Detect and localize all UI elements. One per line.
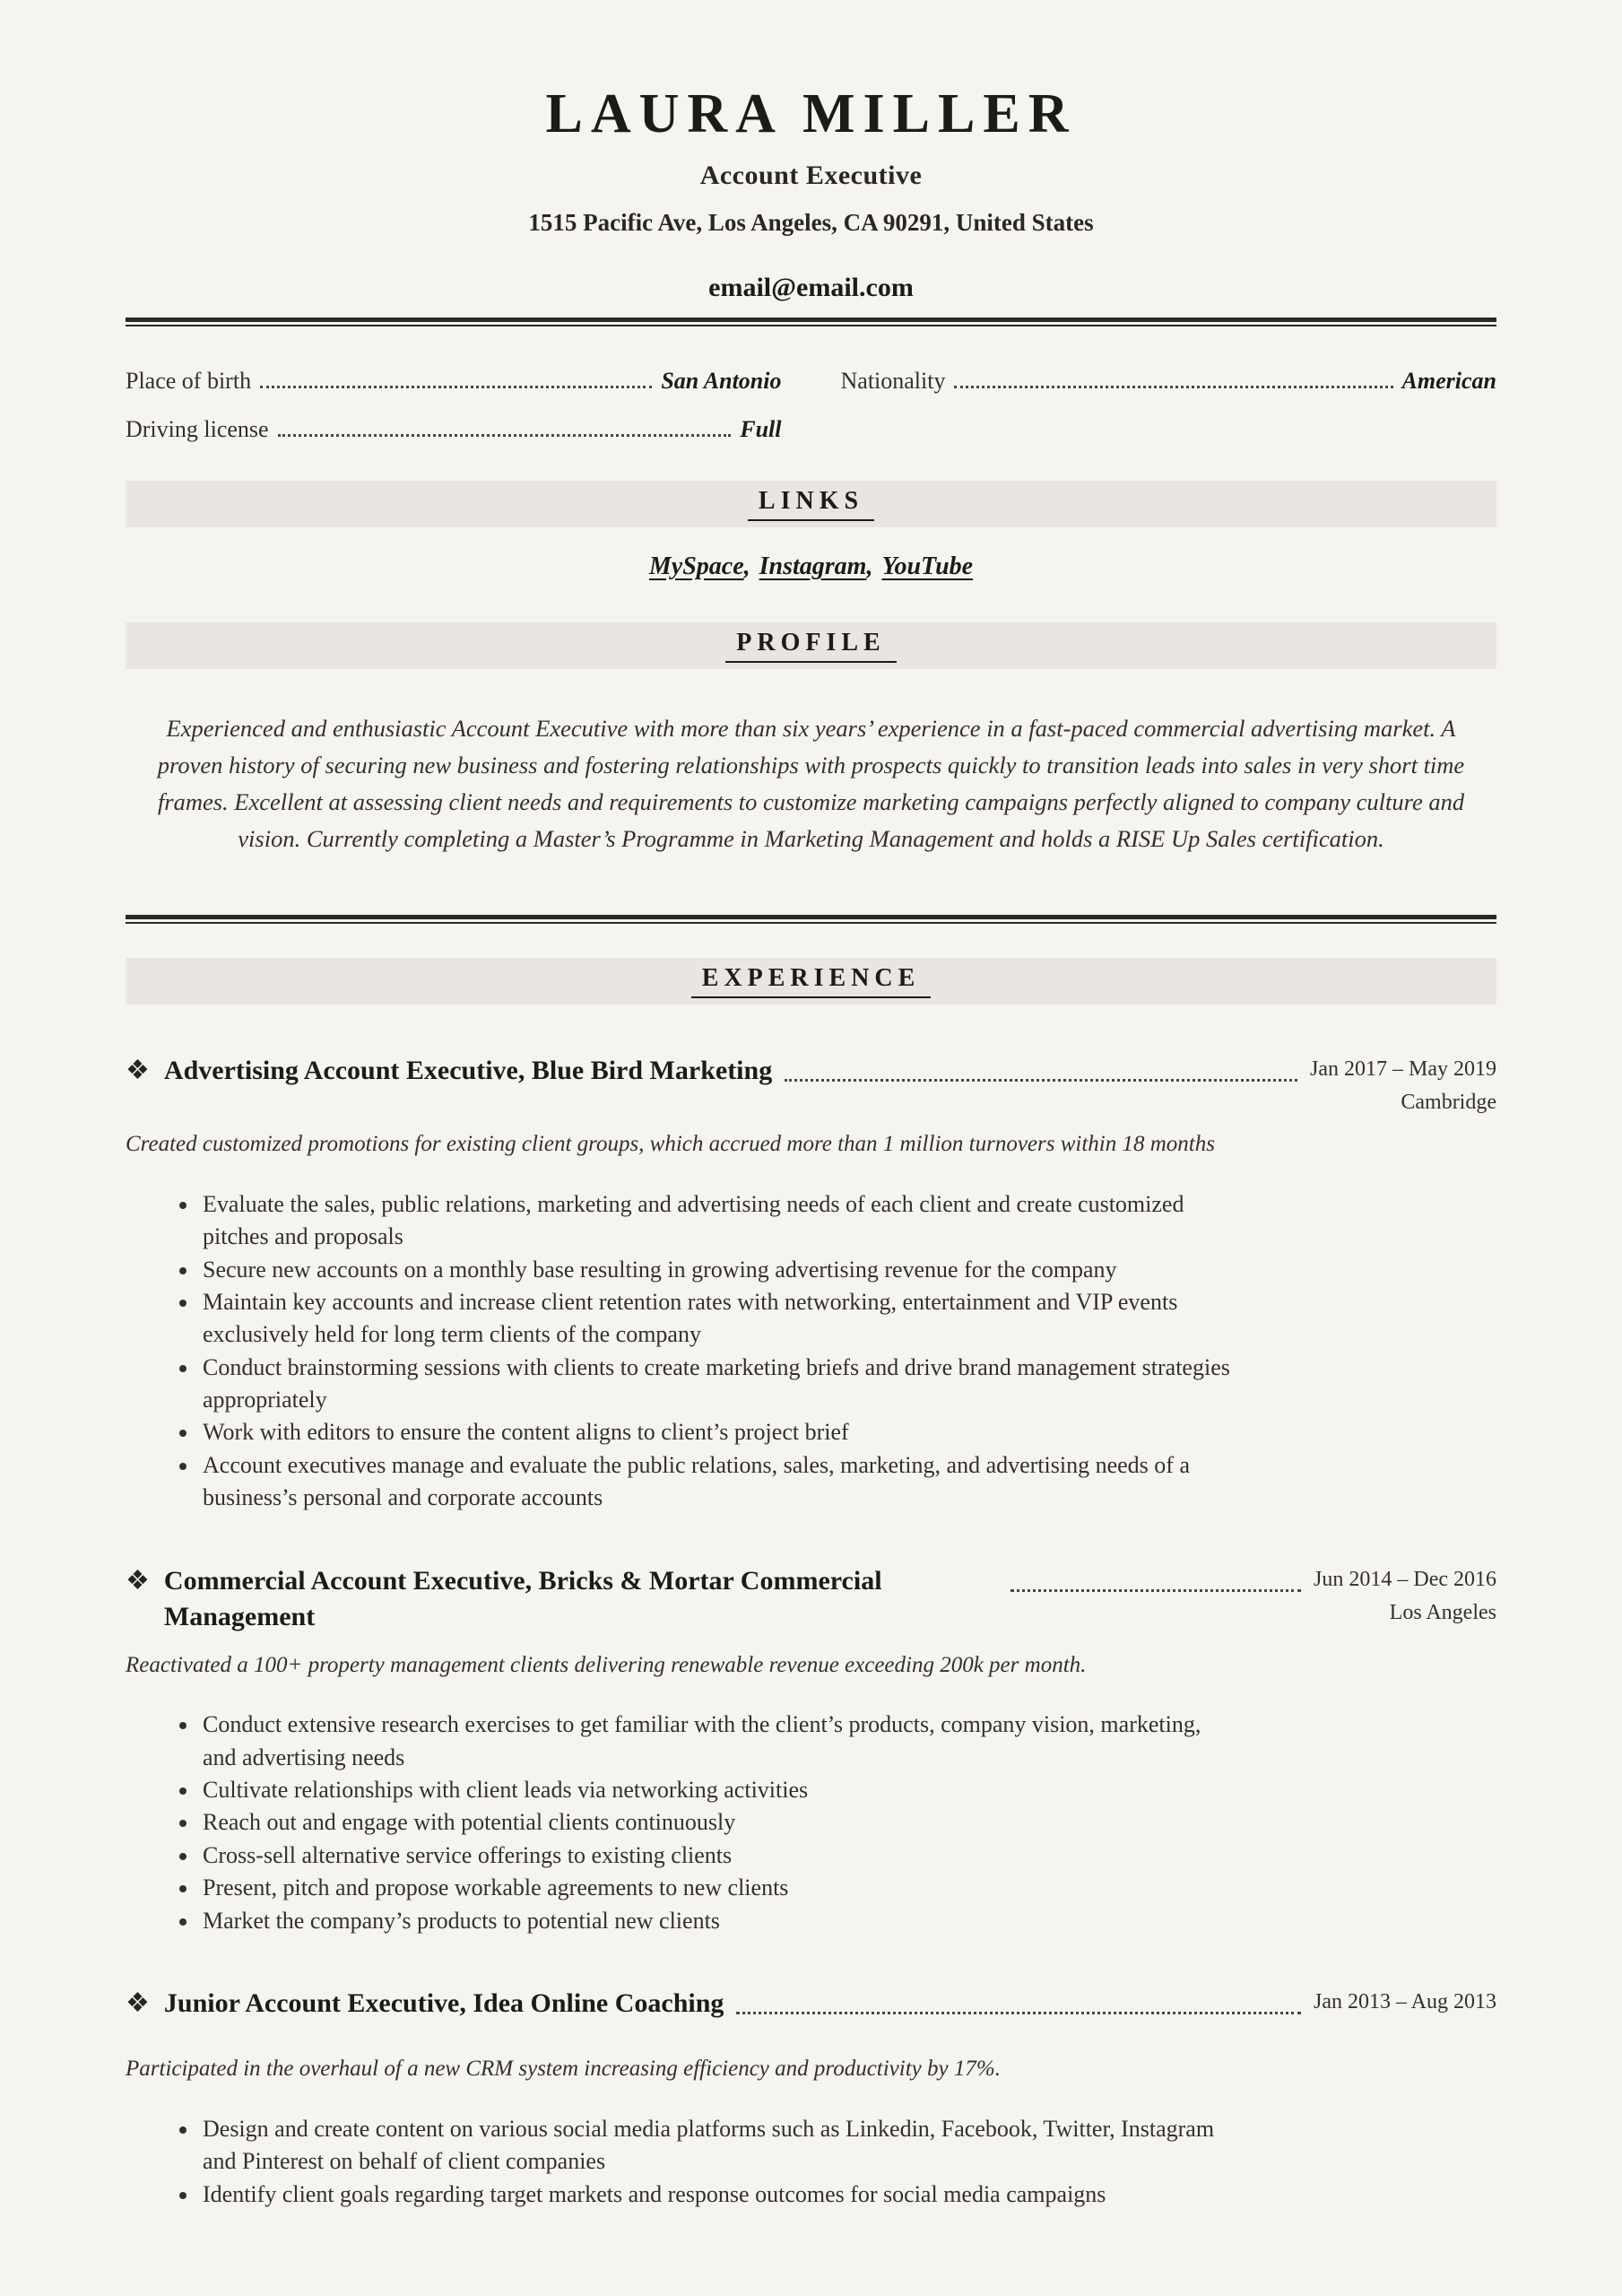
candidate-name: LAURA MILLER	[545, 83, 1077, 144]
job-dates: Jan 2017 – May 2019	[1310, 1057, 1496, 1082]
bullet-item: • Work with editors to ensure the content aligns to client’s project brief	[199, 1416, 1230, 1448]
detail-nationality	[841, 368, 1497, 395]
bullet-item: • Identify client goals regarding target markets and response outcomes for social media campaigns	[199, 2179, 1230, 2211]
detail-place-of-birth	[126, 368, 782, 395]
job-entry	[126, 1563, 1496, 1937]
profile-heading: PROFILE	[725, 629, 896, 663]
dotted-leader	[785, 1053, 1297, 1082]
link-separator: ,	[866, 552, 873, 580]
section-divider	[126, 915, 1496, 924]
job-title: Advertising Account Executive, Blue Bird Marketing	[163, 1056, 773, 1086]
job-bullet-list	[126, 2113, 1496, 2211]
links-banner	[126, 481, 1496, 527]
experience-section	[126, 958, 1496, 2211]
dotted-leader	[736, 1986, 1301, 2014]
candidate-email: email@email.com	[708, 273, 914, 302]
job-title: Junior Account Executive, Idea Online Coaching	[163, 1987, 724, 2018]
resume-header	[126, 83, 1496, 303]
link-separator: ,	[743, 552, 750, 580]
detail-driving-license	[126, 416, 782, 443]
link-youtube[interactable]: YouTube	[881, 552, 974, 580]
job-location: Los Angeles	[1389, 1600, 1496, 1624]
job-when	[1314, 1986, 1496, 2018]
job-summary: Participated in the overhaul of a new CRM system increasing efficiency and productivity by 17%.	[126, 2057, 1001, 2082]
candidate-job-title: Account Executive	[699, 161, 923, 190]
diamond-icon: ❖	[126, 1987, 150, 2018]
job-summary: Reactivated a 100+ property management clients delivering renewable revenue exceeding 200k per month.	[126, 1652, 1087, 1677]
experience-heading: EXPERIENCE	[691, 964, 932, 998]
job-entry	[126, 1986, 1496, 2211]
detail-label: Nationality	[840, 368, 946, 394]
bullet-item: • Conduct extensive research exercises to get familiar with the client’s products, company vision, marketing, and advertising needs	[199, 1709, 1230, 1774]
job-dates: Jun 2014 – Dec 2016	[1314, 1567, 1496, 1591]
bullet-item: • Maintain key accounts and increase client retention rates with networking, entertainment and VIP events exclusively held for long term clients of the company	[199, 1286, 1230, 1352]
bullet-item: • Cross-sell alternative service offerings to existing clients	[199, 1839, 1230, 1872]
header-divider	[126, 317, 1496, 326]
candidate-address: 1515 Pacific Ave, Los Angeles, CA 90291, United States	[528, 209, 1094, 236]
detail-label: Place of birth	[126, 368, 252, 394]
bullet-item: • Market the company’s products to potential new clients	[199, 1905, 1230, 1937]
diamond-icon: ❖	[126, 1056, 150, 1086]
detail-value: American	[1401, 368, 1496, 394]
bullet-item: • Evaluate the sales, public relations, marketing and advertising needs of each client and create customized pitches and proposals	[199, 1188, 1230, 1254]
bullet-item: • Reach out and engage with potential clients continuously	[199, 1806, 1230, 1839]
dotted-leader	[954, 386, 1392, 388]
diamond-icon: ❖	[126, 1565, 150, 1596]
link-instagram[interactable]: Instagram	[759, 552, 867, 580]
job-summary: Created customized promotions for existing client groups, which accrued more than 1 million turnovers within 18 months	[126, 1132, 1215, 1157]
job-location: Cambridge	[1401, 1091, 1496, 1115]
detail-value: Full	[740, 416, 782, 442]
detail-label: Driving license	[126, 416, 269, 442]
job-when	[1310, 1053, 1496, 1115]
profile-banner	[126, 622, 1496, 669]
links-section	[126, 481, 1496, 581]
detail-value: San Antonio	[661, 368, 782, 394]
job-bullet-list	[126, 1709, 1496, 1937]
detail-empty-cell	[841, 416, 1497, 443]
profile-text: Experienced and enthusiastic Account Executive with more than six years’ experience in a fast-paced commercial advertising market. A proven history of securing new business and fostering relationships with prospects quickly to transition leads into sales in very short time frames. Excellent at assessing client needs and requirements to customize marketing campaigns perfectly aligned to company culture and vision. Currently completing a Master’s Programme in Marketing Management and holds a RISE Up Sales certification.	[157, 715, 1465, 853]
personal-details	[126, 368, 1496, 443]
bullet-item: • Present, pitch and propose workable agreements to new clients	[199, 1872, 1230, 1904]
bullet-item: • Conduct brainstorming sessions with clients to create marketing briefs and drive brand management strategies appropriately	[199, 1352, 1230, 1417]
job-header	[126, 1986, 1496, 2022]
experience-banner	[126, 958, 1496, 1004]
bullet-item: • Account executives manage and evaluate the public relations, sales, marketing, and advertising needs of a business’s personal and corporate accounts	[199, 1449, 1230, 1515]
bullet-item: • Secure new accounts on a monthly base resulting in growing advertising revenue for the company	[199, 1254, 1230, 1286]
profile-section	[126, 622, 1496, 857]
job-header	[126, 1053, 1496, 1115]
job-header	[126, 1563, 1496, 1636]
dotted-leader	[278, 434, 732, 437]
links-heading: LINKS	[748, 487, 874, 521]
bullet-item: • Design and create content on various social media platforms such as Linkedin, Facebook, Twitter, Instagram and Pinterest on behalf of client companies	[199, 2113, 1230, 2179]
job-when	[1314, 1563, 1496, 1625]
job-dates: Jan 2013 – Aug 2013	[1314, 1989, 1496, 2013]
links-line	[126, 552, 1496, 581]
dotted-leader	[1010, 1563, 1301, 1592]
job-title: Commercial Account Executive, Bricks & Mortar Commercial Management	[163, 1565, 882, 1632]
link-myspace[interactable]: MySpace	[648, 552, 744, 580]
job-bullet-list	[126, 1188, 1496, 1515]
bullet-item: • Cultivate relationships with client leads via networking activities	[199, 1774, 1230, 1806]
dotted-leader	[260, 386, 652, 388]
job-entry	[126, 1053, 1496, 1514]
